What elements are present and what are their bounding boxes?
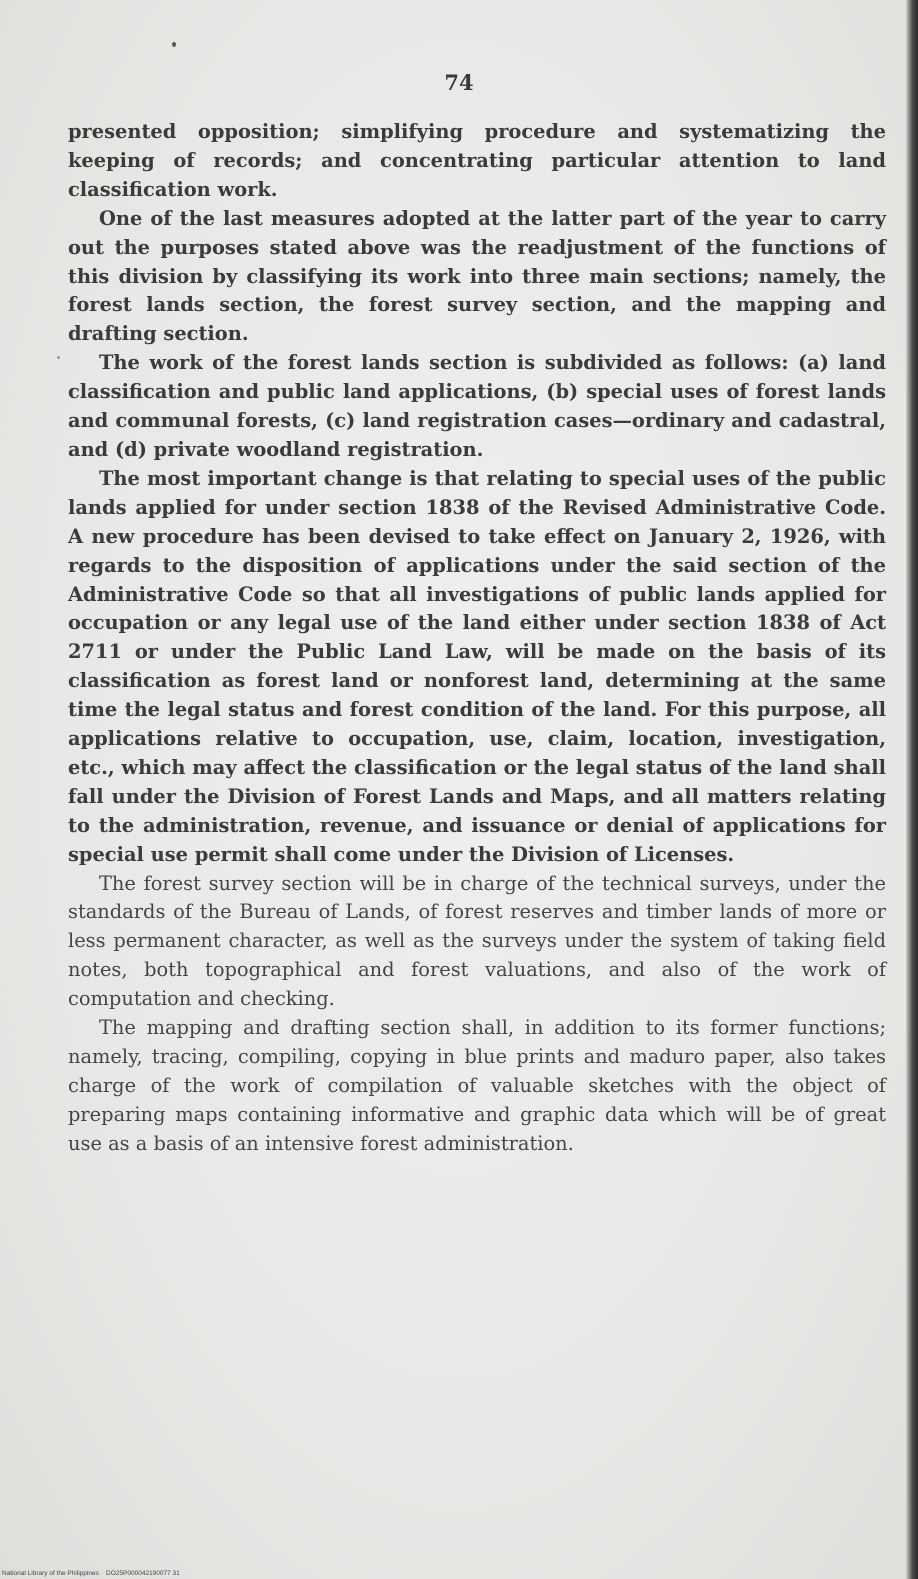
body-text xyxy=(68,118,886,1159)
paragraph: One of the last measures adopted at the latter part of the year to carry out the purposes stated above was the readjustment of the functions of this division by classifying its work into three main sections; namely, the forest lands section, the forest survey section, and the mapping and drafting section. xyxy=(68,206,886,346)
ink-speck xyxy=(57,356,60,359)
paragraph: The forest survey section will be in charge of the technical surveys, under the standards of the Bureau of Lands, of forest reserves and timber lands of more or less permanent character, as well as the surveys under the system of taking field notes, both topographical and forest valuations, and also of the work of computation and checking. xyxy=(68,871,886,1011)
ink-speck xyxy=(172,42,176,47)
paragraph: The most important change is that relating to special uses of the public lands applied for under section 1838 of the Revised Administrative Code. A new procedure has been devised to take effect on January 2, 1926, with regards to the disposition of applications under the said section of the Administrative Code so that all investigations of public lands applied for occupation or any legal use of the land either under section 1838 of Act 2711 or under the Public Land Law, will be made on the basis of its classification as forest land or nonforest land, determining at the same time the legal status and forest condition of the land. For this purpose, all applications relative to occupation, use, claim, location, investigation, etc., which may affect the classification or the legal status of the land shall fall under the Division of Forest Lands and Maps, and all matters relating to the administration, revenue, and issuance or denial of applications for special use permit shall come under the Division of Licenses. xyxy=(68,466,886,866)
paragraph: The work of the forest lands section is subdivided as follows: (a) land classification and public land applications, (b) special uses of forest lands and communal forests, (c) land registration cases—ordinary and cadastral, and (d) private woodland registration. xyxy=(68,351,886,461)
paragraph: presented opposition; simplifying procedure and systematizing the keeping of records; and concentrating particular attention to land classification work. xyxy=(68,120,886,201)
page-edge-shadow xyxy=(906,0,918,1579)
scan-footer: National Library of the Philippines DO25P000042190077 31 xyxy=(2,1570,180,1577)
page-number: 74 xyxy=(444,70,474,95)
paragraph: The mapping and drafting section shall, in addition to its former functions; namely, tracing, compiling, copying in blue prints and maduro paper, also takes charge of the work of compilation of valuable sketches with the object of preparing maps containing informative and graphic data which will be of great use as a basis of an intensive forest administration. xyxy=(68,1016,886,1155)
